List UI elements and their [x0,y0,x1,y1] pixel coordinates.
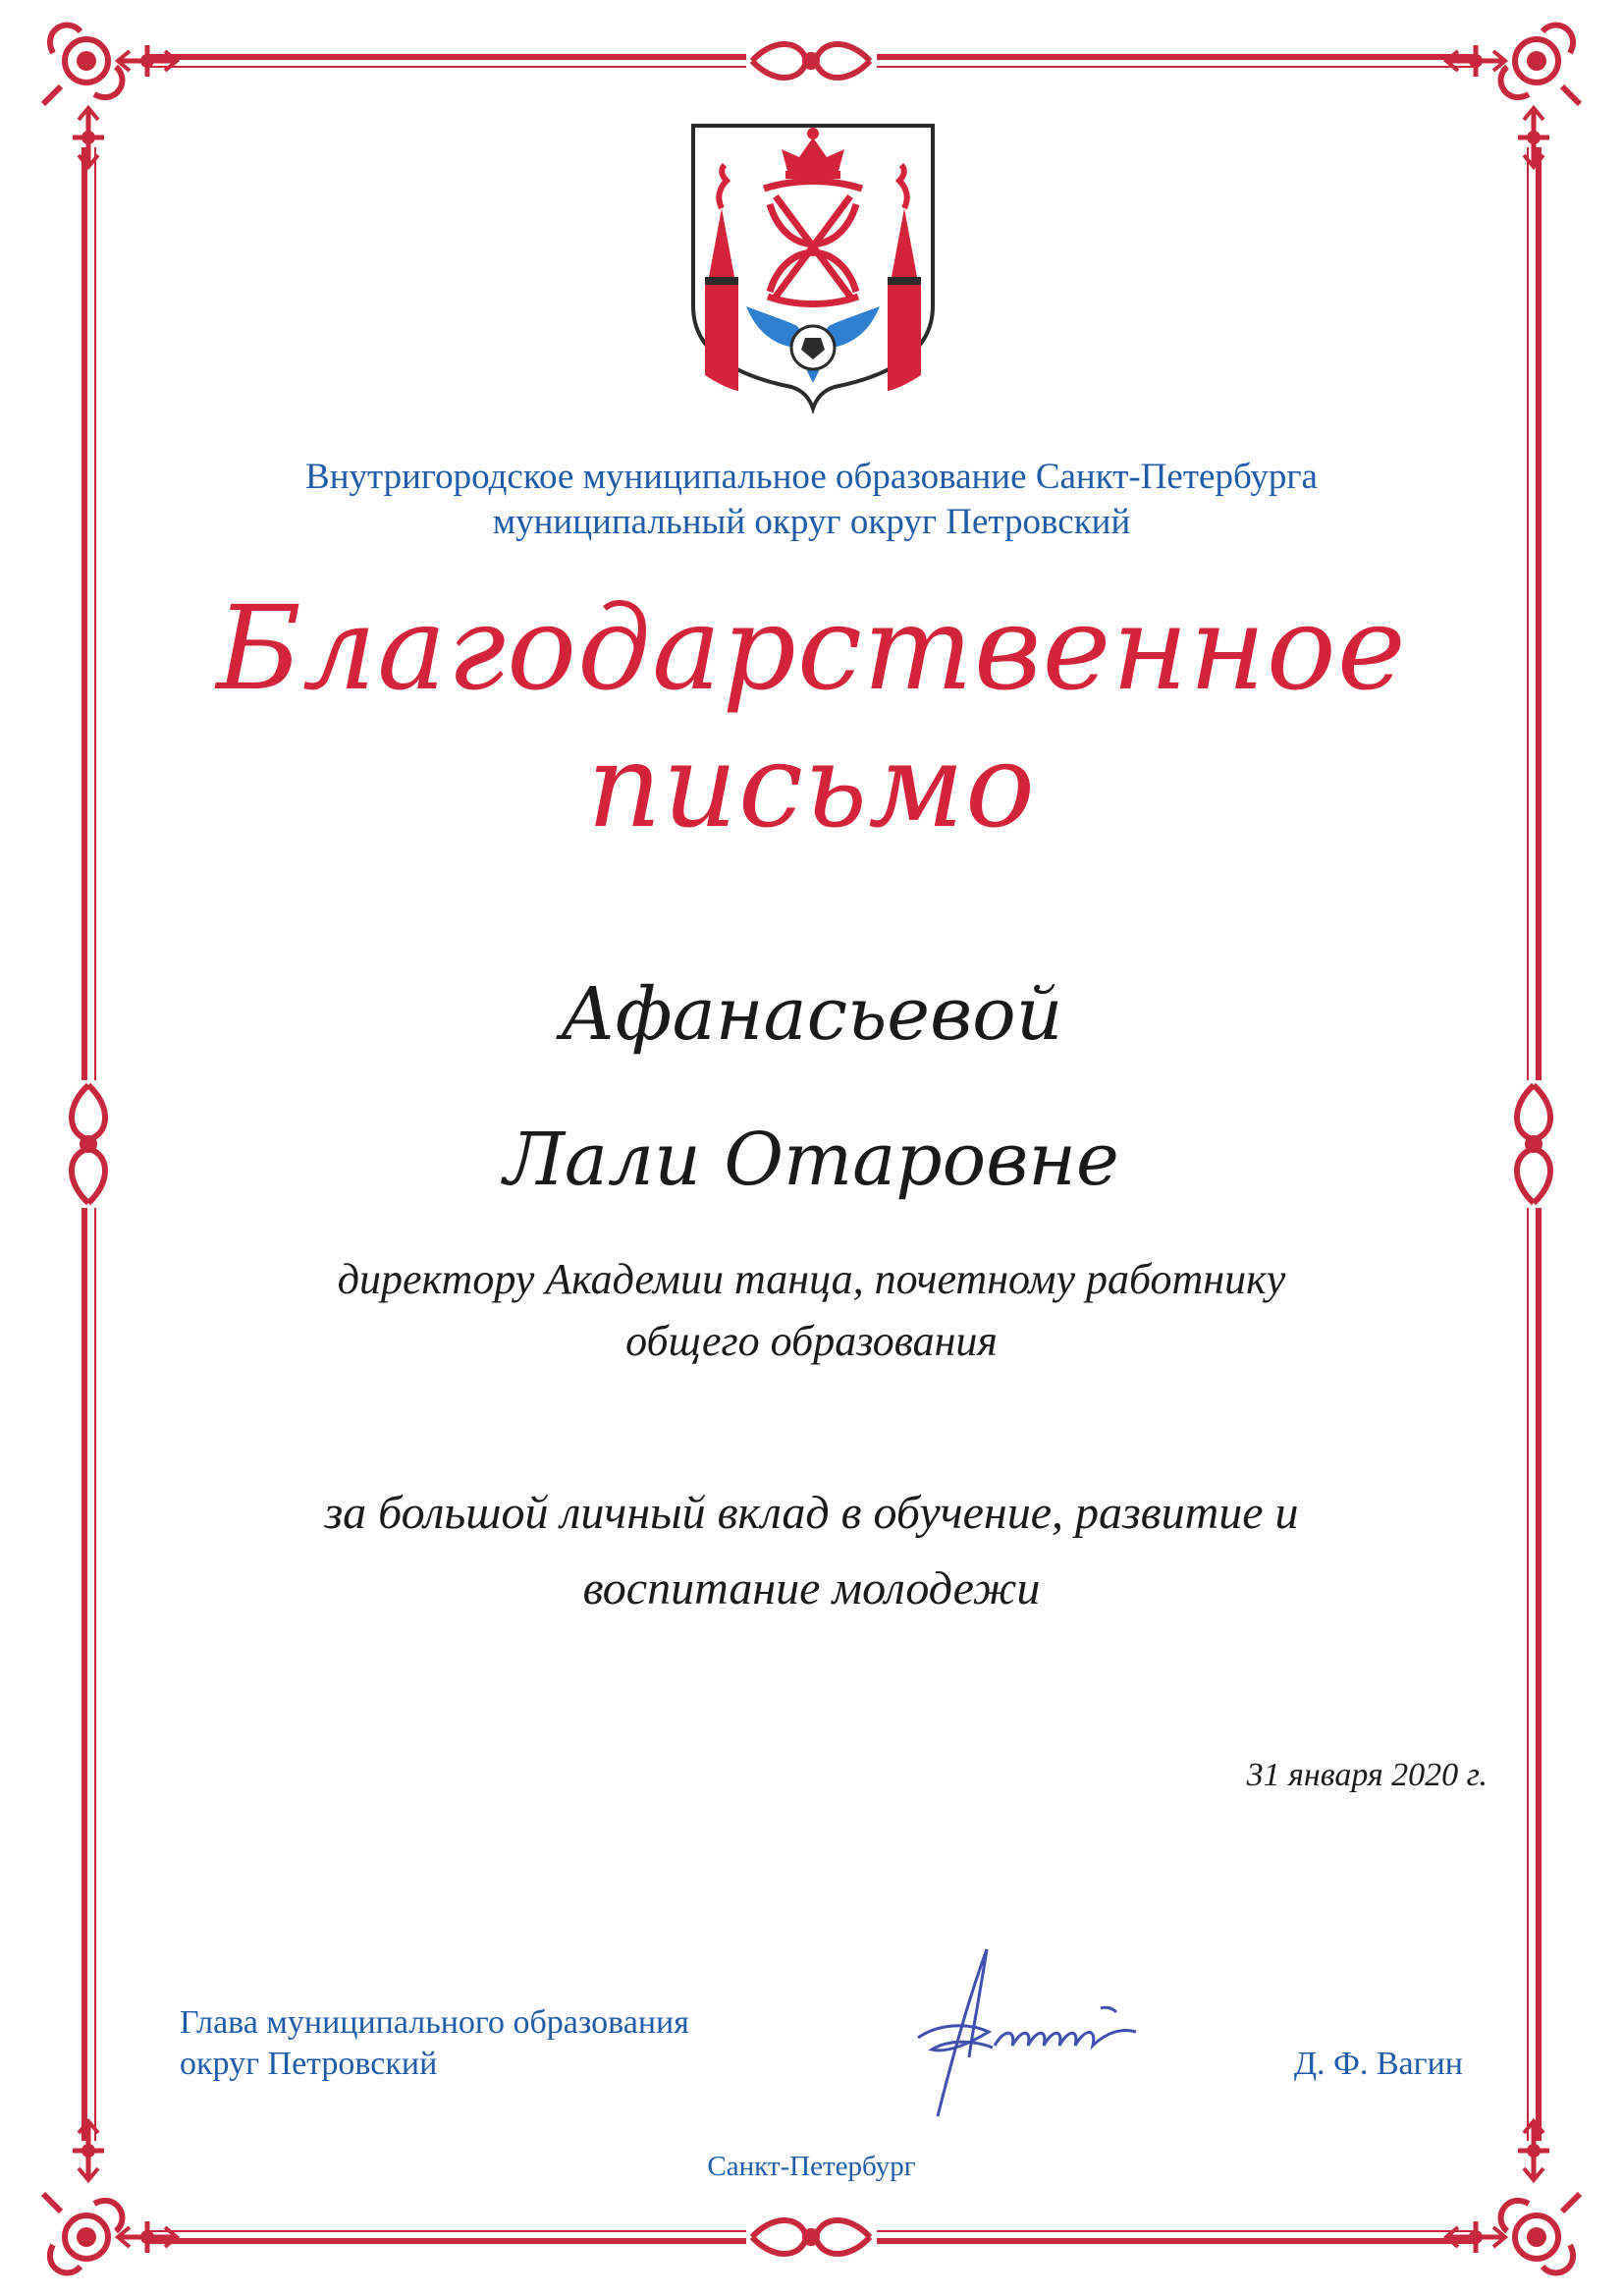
reason-line-1: за большой личный вклад в обучение, развитие и [324,1487,1299,1539]
issuer-line-2: муниципальный округ округ Петровский [492,502,1131,542]
coat-of-arms-icon [687,120,939,414]
city: Санкт-Петербург [707,2151,916,2182]
document-title: Благодарственное письмо [216,580,1407,853]
recipient-name-patronymic: Лали Отаровне [504,1118,1119,1202]
issuer-line-1: Внутригородское муниципальное образование Санкт-Петербурга [305,457,1318,497]
handwritten-signature-icon [879,1930,1173,2136]
position-line-1: директору Академии танца, почетному работнику [337,1255,1286,1303]
recipient-surname: Афанасьевой [560,972,1063,1057]
signer-title-line-1: Глава муниципального образования [180,2004,689,2041]
issue-date: 31 января 2020 г. [1246,1757,1488,1793]
reason-line-2: воспитание молодежи [582,1562,1041,1614]
position-line-2: общего образования [625,1317,998,1365]
signer-title-line-2: округ Петровский [180,2046,438,2082]
signer-name: Д. Ф. Вагин [1293,2046,1463,2082]
